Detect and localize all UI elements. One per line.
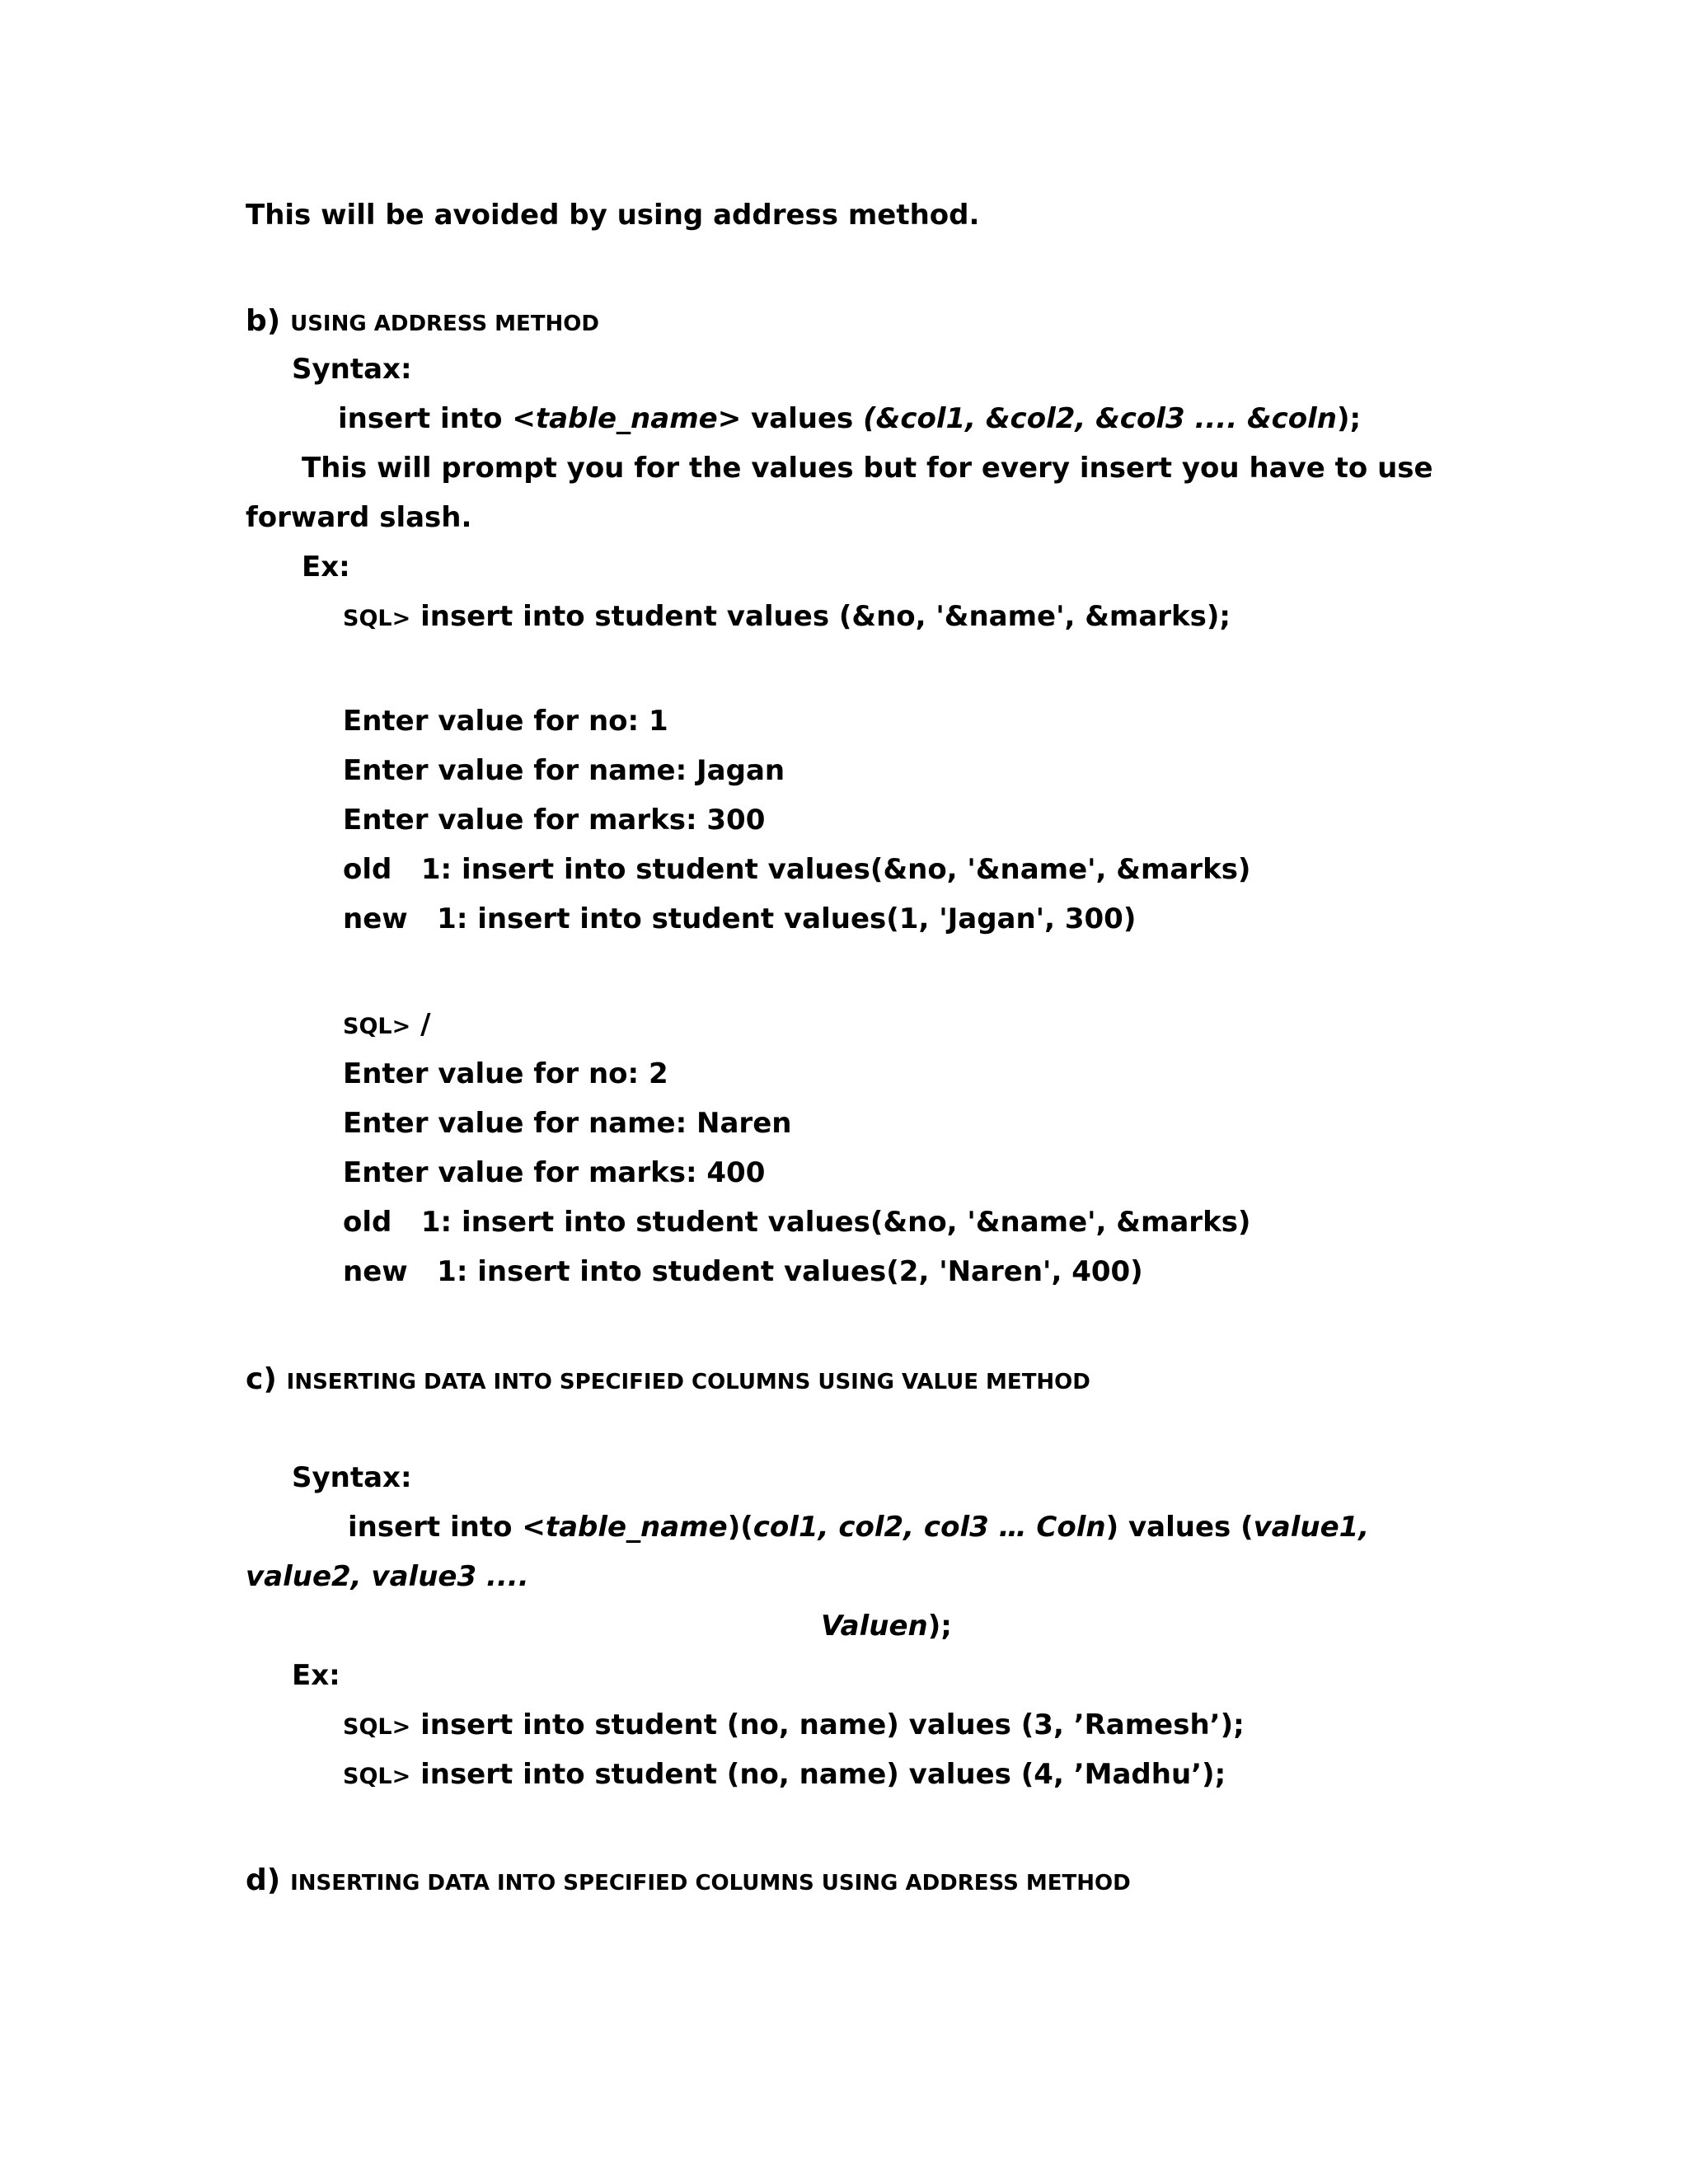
intro-text: This will be avoided by using address method. <box>246 199 980 232</box>
section-c-example <box>343 1758 1226 1791</box>
section-b-repeat <box>343 1008 431 1041</box>
section-c-title: INSERTING DATA INTO SPECIFIED COLUMNS USING VALUE METHOD <box>286 1370 1090 1394</box>
sql-prompt: SQL> <box>343 1714 411 1740</box>
run2-line: Enter value for marks: 400 <box>343 1156 766 1189</box>
run1-line: old 1: insert into student values(&no, '&name', &marks) <box>343 853 1251 886</box>
section-c-ex-label: Ex: <box>292 1659 340 1692</box>
syntax-part: col1, col2, col3 … Coln <box>753 1511 1106 1544</box>
run2-line: Enter value for no: 2 <box>343 1057 668 1090</box>
syntax-part: insert into < <box>338 402 536 435</box>
run2-line: old 1: insert into student values(&no, '&name', &marks) <box>343 1206 1251 1239</box>
run2-line: new 1: insert into student values(2, 'Naren', 400) <box>343 1255 1143 1288</box>
syntax-part: value2, value3 .... <box>246 1560 529 1593</box>
syntax-part: (&col1, &col2, &col3 .... &coln <box>863 402 1337 435</box>
sql-prompt: SQL> <box>343 606 411 631</box>
syntax-part: value1, <box>1253 1511 1370 1544</box>
sql-prompt: SQL> <box>343 1014 411 1039</box>
section-c-syntax-line3 <box>821 1610 952 1643</box>
section-d-title: INSERTING DATA INTO SPECIFIED COLUMNS USING ADDRESS METHOD <box>290 1871 1131 1896</box>
section-d-marker: d) <box>246 1863 281 1897</box>
section-b-command <box>343 600 1231 633</box>
sql-command: insert into student (no, name) values (3, ’Ramesh’); <box>420 1708 1245 1741</box>
section-d-heading <box>246 1863 1131 1897</box>
syntax-part: insert into < <box>348 1511 546 1544</box>
syntax-part: > values <box>717 402 864 435</box>
syntax-part: table_name <box>535 402 718 435</box>
sql-command: / <box>420 1008 431 1041</box>
run1-line: Enter value for marks: 300 <box>343 804 766 837</box>
section-c-syntax-line2 <box>246 1560 529 1593</box>
syntax-part: ); <box>1336 402 1362 435</box>
syntax-part: ); <box>927 1610 952 1643</box>
section-c-heading <box>246 1362 1090 1396</box>
section-b-marker: b) <box>246 304 281 338</box>
sql-prompt: SQL> <box>343 1764 411 1789</box>
section-c-marker: c) <box>246 1362 277 1396</box>
section-b-heading <box>246 304 599 338</box>
sql-command: insert into student (no, name) values (4, ’Madhu’); <box>420 1758 1226 1791</box>
syntax-part: table_name <box>545 1511 728 1544</box>
run1-line: Enter value for name: Jagan <box>343 754 785 787</box>
section-c-syntax-label: Syntax: <box>292 1461 412 1494</box>
section-c-example <box>343 1708 1245 1741</box>
run1-line: new 1: insert into student values(1, 'Jagan', 300) <box>343 902 1137 935</box>
section-b-note-line1: This will prompt you for the values but for every insert you have to use <box>302 452 1433 485</box>
syntax-part: ) values ( <box>1105 1511 1254 1544</box>
run2-line: Enter value for name: Naren <box>343 1107 792 1140</box>
run1-line: Enter value for no: 1 <box>343 705 668 738</box>
section-b-syntax-label: Syntax: <box>292 353 412 386</box>
section-b-note-line2: forward slash. <box>246 501 472 534</box>
syntax-part: Valuen <box>821 1610 928 1643</box>
sql-command: insert into student values (&no, '&name', &marks); <box>420 600 1231 633</box>
section-c-syntax-line1 <box>348 1511 1370 1544</box>
syntax-part: )( <box>727 1511 753 1544</box>
section-b-ex-label: Ex: <box>302 551 350 583</box>
section-b-title: USING ADDRESS METHOD <box>290 312 599 336</box>
section-b-syntax-line <box>338 402 1362 435</box>
